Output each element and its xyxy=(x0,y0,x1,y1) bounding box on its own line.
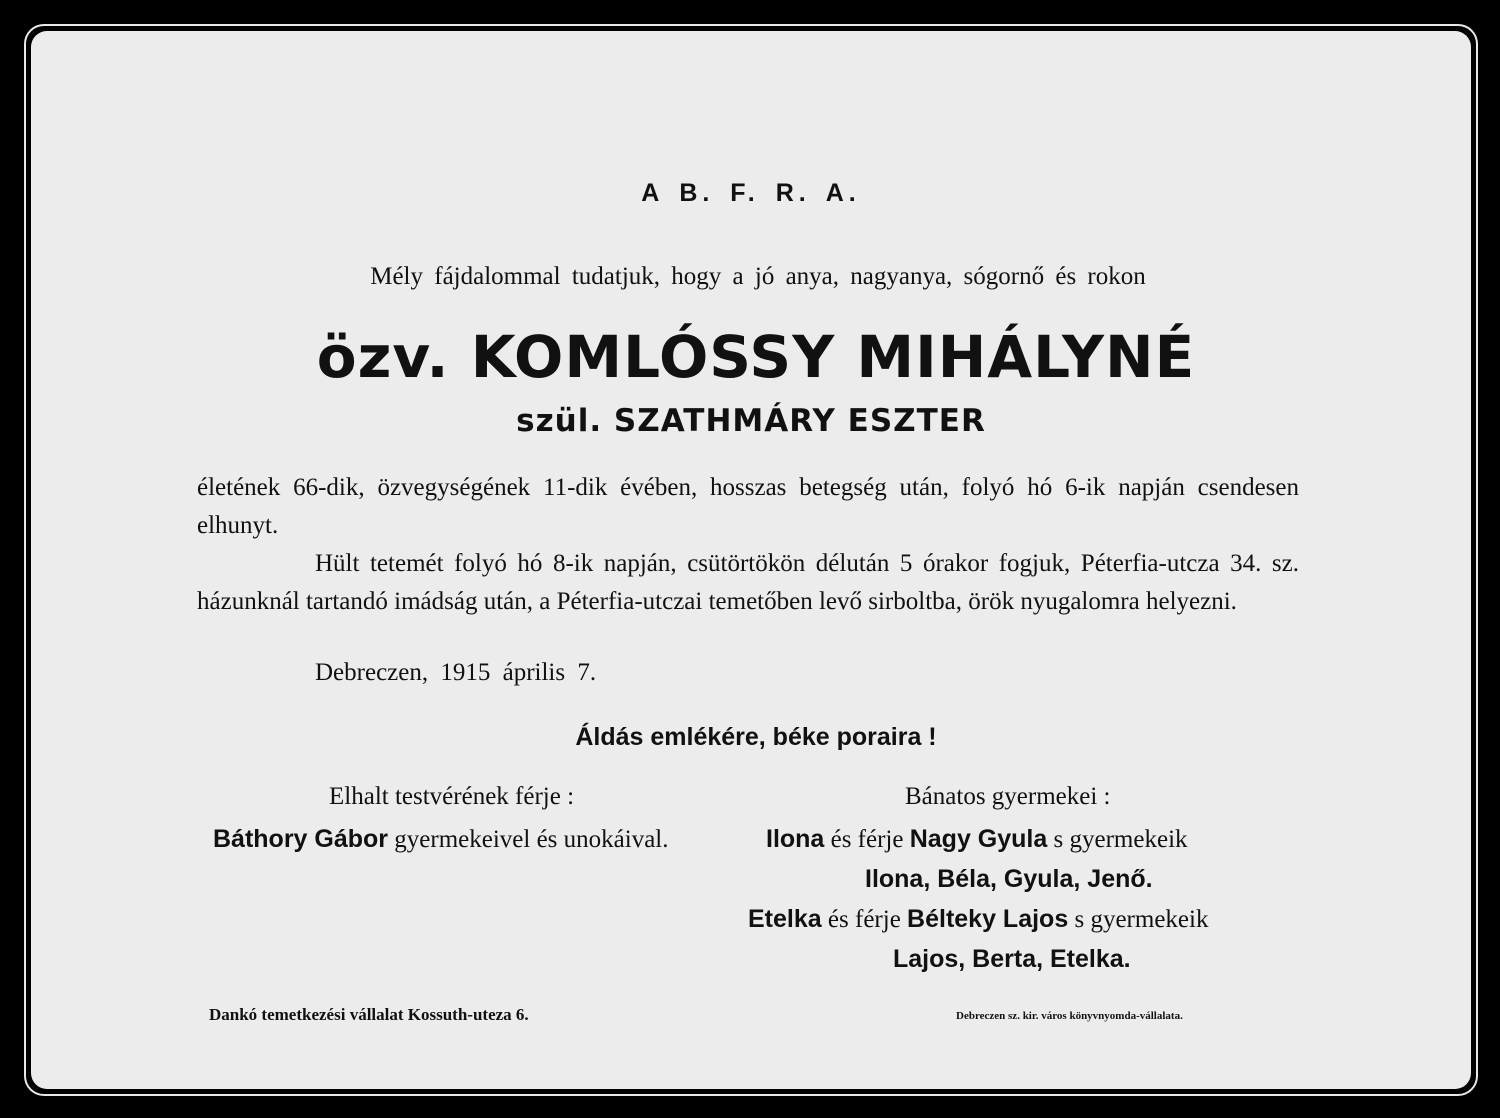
left-signatory-name: Báthory Gábor xyxy=(213,825,389,853)
child1-suffix: s gyermekeik xyxy=(1047,826,1188,853)
child2-suffix: s gyermekeik xyxy=(1068,906,1209,933)
child1-line xyxy=(766,825,1188,854)
child2-line xyxy=(748,905,1208,934)
child1-name: Ilona xyxy=(766,825,825,853)
child1-spouse: Nagy Gyula xyxy=(909,825,1048,853)
death-paragraph: életének 66-dik, özvegységének 11-dik évében, hosszas betegség után, folyó hó 6-ik napján csendesen elhunyt. xyxy=(197,474,1299,539)
child2-connector: és férje xyxy=(821,906,908,933)
header-abbreviation: A B. F. R. A. xyxy=(641,179,861,207)
blessing-line: Áldás emlékére, béke poraira ! xyxy=(575,723,937,751)
undertaker-imprint: Dankó temetkezési vállalat Kossuth-uteza 6. xyxy=(209,1005,529,1024)
notice-body xyxy=(197,469,1299,621)
child1-kids: Ilona, Béla, Gyula, Jenő. xyxy=(865,865,1153,893)
maiden-name: szül. SZATHMÁRY ESZTER xyxy=(516,403,986,439)
intro-line: Mély fájdalommal tudatjuk, hogy a jó anya, nagyanya, sógornő és rokon xyxy=(370,263,1146,290)
funeral-paragraph: Hült tetemét folyó hó 8-ik napján, csütörtökön délután 5 órakor fogjuk, Péterfia-utcza 34. sz. házunknál tartandó imádság után, a Péterfia-utczai temetőben levő sirboltba, örök nyugalomra helyezni. xyxy=(197,550,1299,615)
place-date: Debreczen, 1915 április 7. xyxy=(315,659,597,686)
child2-kids: Lajos, Berta, Etelka. xyxy=(893,945,1131,973)
printer-imprint: Debreczen sz. kir. város könyvnyomda-vállalata. xyxy=(956,1010,1183,1022)
child2-spouse: Bélteky Lajos xyxy=(907,905,1069,933)
right-signatory-label: Bánatos gyermekei : xyxy=(905,783,1111,810)
child2-name: Etelka xyxy=(748,905,822,933)
left-signatory-label: Elhalt testvérének férje : xyxy=(329,783,575,810)
deceased-name: özv. KOMLÓSSY MIHÁLYNÉ xyxy=(316,323,1196,391)
child1-connector: és férje xyxy=(824,826,910,853)
notice-border xyxy=(24,24,1478,1096)
left-signatory-rest: gyermekeivel és unokáival. xyxy=(388,826,669,853)
death-notice-card xyxy=(31,31,1471,1089)
left-signatory xyxy=(213,825,669,854)
